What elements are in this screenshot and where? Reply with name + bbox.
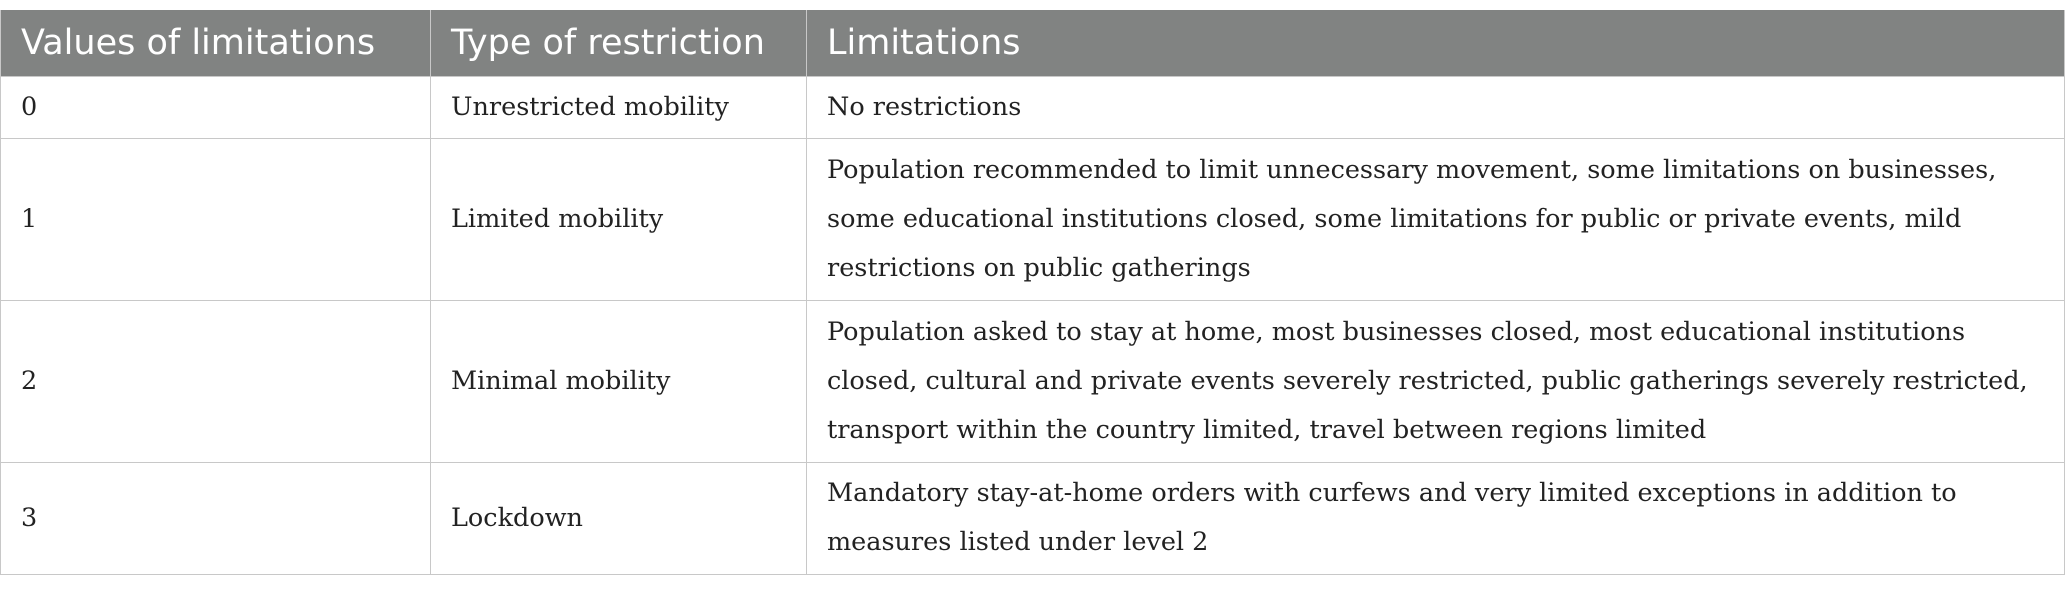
cell-value: 2	[1, 300, 431, 462]
cell-type: Limited mobility	[431, 138, 807, 300]
restrictions-table-container	[0, 10, 2064, 575]
cell-limitations: No restrictions	[807, 76, 2065, 138]
cell-type: Lockdown	[431, 462, 807, 574]
cell-value: 1	[1, 138, 431, 300]
cell-type: Minimal mobility	[431, 300, 807, 462]
header-type-of-restriction: Type of restriction	[431, 10, 807, 76]
header-limitations: Limitations	[807, 10, 2065, 76]
table-row	[1, 462, 2065, 574]
table-row	[1, 300, 2065, 462]
header-row	[1, 10, 2065, 76]
table-row	[1, 138, 2065, 300]
cell-value: 0	[1, 76, 431, 138]
table-row	[1, 76, 2065, 138]
cell-value: 3	[1, 462, 431, 574]
cell-limitations: Population asked to stay at home, most businesses closed, most educational institutions closed, cultural and private events severely restricted, public gatherings severely restricted, transport within the country limited, travel between regions limited	[807, 300, 2065, 462]
table-body	[1, 76, 2065, 574]
cell-limitations: Population recommended to limit unnecessary movement, some limitations on businesses, some educational institutions closed, some limitations for public or private events, mild restrictions on public gatherings	[807, 138, 2065, 300]
cell-type: Unrestricted mobility	[431, 76, 807, 138]
cell-limitations: Mandatory stay-at-home orders with curfews and very limited exceptions in addition to measures listed under level 2	[807, 462, 2065, 574]
restrictions-table	[0, 10, 2065, 575]
header-values-of-limitations: Values of limitations	[1, 10, 431, 76]
table-header	[1, 10, 2065, 76]
